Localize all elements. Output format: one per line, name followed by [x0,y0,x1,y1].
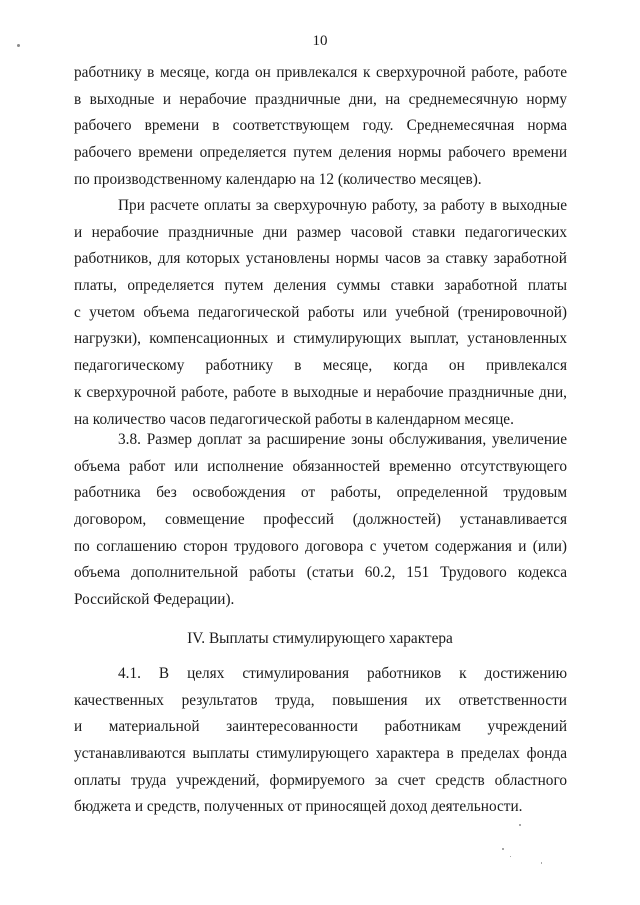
paragraph-overtime-calculation [74,193,567,433]
text-line: и нерабочие праздничные дни размер часовой ставки педагогических [74,223,567,241]
text-line: оплаты труда учреждений, формируемого за счет средств областного [74,771,567,789]
text-line: рабочего времени определяется путем деления нормы рабочего времени [74,144,567,162]
text-line: педагогическому работнику в месяце, когда он привлекался [74,357,567,375]
text-line: нагрузки), компенсационных и стимулирующих выплат, установленных [74,330,567,348]
scan-speck [502,848,504,850]
text-line: по соглашению сторон трудового договора с учетом содержания и (или) [74,537,567,555]
section-heading: IV. Выплаты стимулирующего характера [187,630,453,647]
text-line: работников, для которых установлены нормы часов за ставку заработной [74,250,567,268]
text-line: рабочего времени в соответствующем году. Среднемесячная норма [74,117,567,135]
text-line: устанавливаются выплаты стимулирующего характера в пределах фонда [74,745,567,763]
scan-speck [510,856,511,857]
text-line: Российской Федерации). [74,591,235,609]
text-line: объема дополнительной работы (статьи 60.2, 151 Трудового кодекса [74,564,567,582]
paragraph-continuation [74,60,567,193]
text-line: и материальной заинтересованности работникам учреждений [74,718,567,736]
text-line: договором, совмещение профессий (должностей) устанавливается [74,511,567,529]
paragraph-clause-4-1 [74,661,567,821]
text-line: платы, определяется путем деления суммы ставки заработной платы [74,277,567,295]
text-line: к сверхурочной работе, работе в выходные и нерабочие праздничные дни, [74,383,567,401]
text-line: работнику в месяце, когда он привлекался к сверхурочной работе, работе [74,64,567,81]
text-line: 3.8. Размер доплат за расширение зоны обслуживания, увеличение [118,431,567,448]
text-line: качественных результатов труда, повышения их ответственности [74,691,567,709]
text-line: в выходные и нерабочие праздничные дни, на среднемесячную норму [74,90,567,108]
text-line: При расчете оплаты за сверхурочную работу, за работу в выходные [118,197,567,214]
text-line: бюджета и средств, полученных от приносящей доход деятельности. [74,798,523,816]
paragraph-clause-3-8 [74,427,567,614]
scan-speck [519,824,521,826]
text-line: по производственному календарю на 12 (количество месяцев). [74,170,482,188]
scan-speck [541,862,542,864]
text-line: работника без освобождения от работы, определенной трудовым [74,484,567,502]
text-line: 4.1. В целях стимулирования работников к достижению [118,665,567,682]
text-line: с учетом объема педагогической работы или учебной (тренировочной) [74,303,567,321]
text-line: на количество часов педагогической работы в календарном месяце. [74,410,514,428]
page-number: 10 [312,33,328,49]
text-line: объема работ или исполнение обязанностей временно отсутствующего [74,457,567,475]
